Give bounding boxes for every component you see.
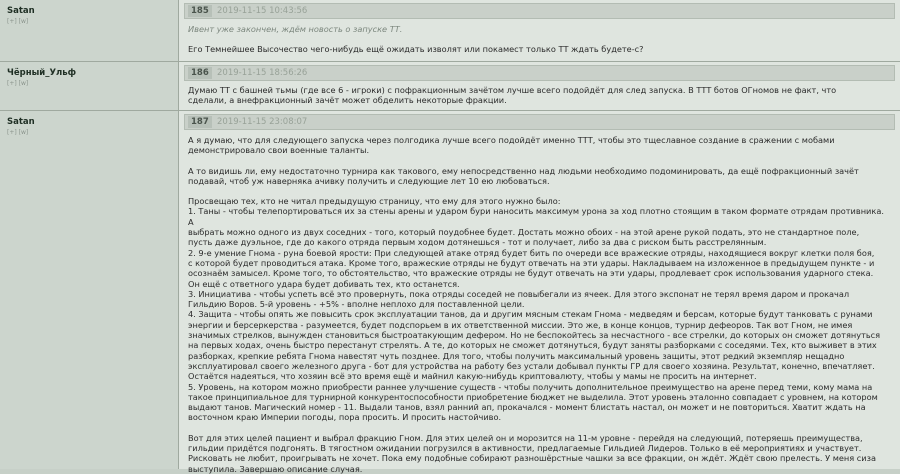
post-number[interactable]: 185 <box>188 5 212 17</box>
author-actions[interactable]: [+] [w] <box>7 129 29 136</box>
post-line: демонстрировало свои военные таланты. <box>188 145 370 156</box>
post-line: пусть даже дуэльное, где до какого отряда первым ходом дотянешься - тот и получает, либо за два с риском быть расстрелянным. <box>188 237 767 248</box>
post-line: Его Темнейшее Высочество чего-нибудь ещё ожидать изволят или покамест только ТТ ждать будете-с? <box>188 44 644 55</box>
author-panel <box>0 0 179 61</box>
post-line: Гильдию Воров. 5-й уровень - +5% - вполне неплохо для поставленной цели. <box>188 299 525 310</box>
forum-post <box>0 111 900 474</box>
post-line: 1. Таны - чтобы телепортироваться их за стены арены и ударом бури наносить максимум урона за ход плотно стоящим в таком формате отрядам противника. А <box>188 206 884 227</box>
post-line: такое принципиальное для турнирной конкурентоспособности приобретение бюджет не выделила. Этот уровень эталонно совпадает с уровнем, на котором <box>188 391 878 402</box>
post-text <box>188 85 888 106</box>
post-line: с которой будет проводиться атака. Кроме того, вражеские отряды не будут отвечать на эти удары. Накладываем на изложенное в предыдущем пункте - и <box>188 257 875 268</box>
forum-post <box>0 62 900 111</box>
post-line: гильдии придётся подгонять. В тягостном ожидании погрузился в активности, предлагаемые Гильдией Лидеров. Только в её мероприятиях и участвует. <box>188 443 862 454</box>
post-date: 2019-11-15 23:08:07 <box>217 117 308 127</box>
post-line: выбрать можно одного из двух соседних - того, который поудобнее будет. Достать можно обоих - на этой арене рукой подать, это не стандартное поле, <box>188 227 860 238</box>
post-line: значимых стрелков, вынужден становиться быстроатакующим дефером. Но не беспокойтесь за несчастного - все стрелки, до которых он сможет дотянуться <box>188 330 881 341</box>
post-line: А я думаю, что для следующего запуска через полгодика лучше всего подойдёт именно ТТТ, чтобы это тщеславное создание в сражении с мобами <box>188 135 835 145</box>
post-number[interactable]: 186 <box>188 67 212 79</box>
author-panel <box>0 62 179 110</box>
author-name-link[interactable]: Satan <box>7 117 35 127</box>
post-line: выдают танов. Магический номер - 11. Выдали танов, взял ранний ап, прокачался - момент блистать настал, он может и не повториться. Хватит ждать на <box>188 402 866 413</box>
post-line: на первых ходах, очень быстро перестанут стрелять. А те, до которых не сможет дотянуться, будут заняты разборками с соседями. Тех, кто выживет в этих <box>188 340 877 351</box>
post-line: Рисковать не любит, проигрывать не хочет. Пока ему подобные собирают разношёрстные чашки за все фракции, он ждёт. Ждёт свою прелесть. У меня сиза <box>188 453 876 464</box>
post-text <box>188 135 888 474</box>
post-body <box>179 62 900 110</box>
post-line: Вот для этих целей пациент и выбрал фракцию Гном. Для этих целей он и морозится на 11-м уровне - перейдя на следующий, потеряешь преимущества, <box>188 432 863 443</box>
post-header <box>184 114 895 130</box>
post-header <box>184 3 895 19</box>
author-actions[interactable]: [+] [w] <box>7 18 29 25</box>
post-line: 4. Защита - чтобы опять же повысить срок эксплуатации танов, да и другим мясным стекам Гнома - медведям и берсам, которые будут танковать с рунами <box>188 309 873 320</box>
post-line: Просвещаю тех, кто не читал предыдущую страницу, что ему для этого нужно было: <box>188 196 561 207</box>
author-actions[interactable]: [+] [w] <box>7 80 29 87</box>
post-line: 5. Уровень, на котором можно приобрести раннее улучшение существ - чтобы получить дополнительное преимущество на арене перед теми, кому мама на <box>188 381 873 392</box>
post-line: 3. Инициатива - чтобы успеть всё это провернуть, пока отряды соседей не повыбегали из ячеек. Для этого экспонат не терял время даром и прокачал <box>188 288 850 299</box>
post-body <box>179 111 900 474</box>
author-panel <box>0 111 179 469</box>
post-line: подавай, чтоб уж наверняка ачивку получить и следующие лет 10 ею любоваться. <box>188 175 550 186</box>
post-line: восточном краю Империи погоды, пора просить. И просить настойчиво. <box>188 412 502 423</box>
post-line: Остаётся надеяться, что хозяин всё это время ещё и майнил какую-нибудь криптовалюту, чтобы у мамы не просить на интернет. <box>188 371 757 382</box>
post-line: осознаём замысел. Кроме того, то обстоятельство, что вражеские отряды не будут отвечать на эти удары, продлевает срок использования ударного стека. <box>188 268 874 279</box>
author-name-link[interactable]: Satan <box>7 6 35 16</box>
quoted-text: Ивент уже закончен, ждём новость о запуске ТТ. <box>188 24 403 34</box>
post-header <box>184 65 895 81</box>
post-line: выступила. Завершаю описание случая. <box>188 463 363 474</box>
post-line: разборках, крепкие ребята Гнома навестят чуть позднее. Для того, чтобы получить максимальный уровень защиты, этот редкий экземпляр нещадно <box>188 350 845 361</box>
post-line: энергии и берсеркерства - разумеется, будет подспорьем в их ответственной миссии. Это же, в конце концов, турнир дефеоров. Так вот Гном, не имея <box>188 319 853 330</box>
post-line: Думаю ТТ с башней тьмы (где все 6 - игроки) с пофракционным зачётом лучше всего подойдёт для след запуска. В ТТТ ботов ОГномов не факт, что <box>188 85 837 95</box>
post-line: сделали, а внефракционный зачёт может обделить некоторые фракции. <box>188 95 507 106</box>
forum-post <box>0 0 900 62</box>
post-text <box>188 24 888 55</box>
post-number[interactable]: 187 <box>188 116 212 128</box>
post-date: 2019-11-15 10:43:56 <box>217 6 308 16</box>
post-line: А то видишь ли, ему недостаточно турнира как такового, ему непосредственно над людьми необходимо подоминировать, да ещё пофракционный зачёт <box>188 165 859 176</box>
post-line: 2. 9-е умение Гнома - руна боевой ярости: При следующей атаке отряд будет бить по очереди все вражеские отряды, находящиеся вокруг клетки поля боя, <box>188 247 875 258</box>
post-body <box>179 0 900 61</box>
post-line: Он ещё с ответного удара будет добивать тех, кто останется. <box>188 278 460 289</box>
post-date: 2019-11-15 18:56:26 <box>217 68 308 78</box>
author-name-link[interactable]: Чёрный_Ульф <box>7 68 77 78</box>
post-line: эксплуатировал своего железного друга - бот для устройства на работу без устали добывал пункты ГР для своего хозяина. Результат, конечно, впечатляет. <box>188 360 875 371</box>
